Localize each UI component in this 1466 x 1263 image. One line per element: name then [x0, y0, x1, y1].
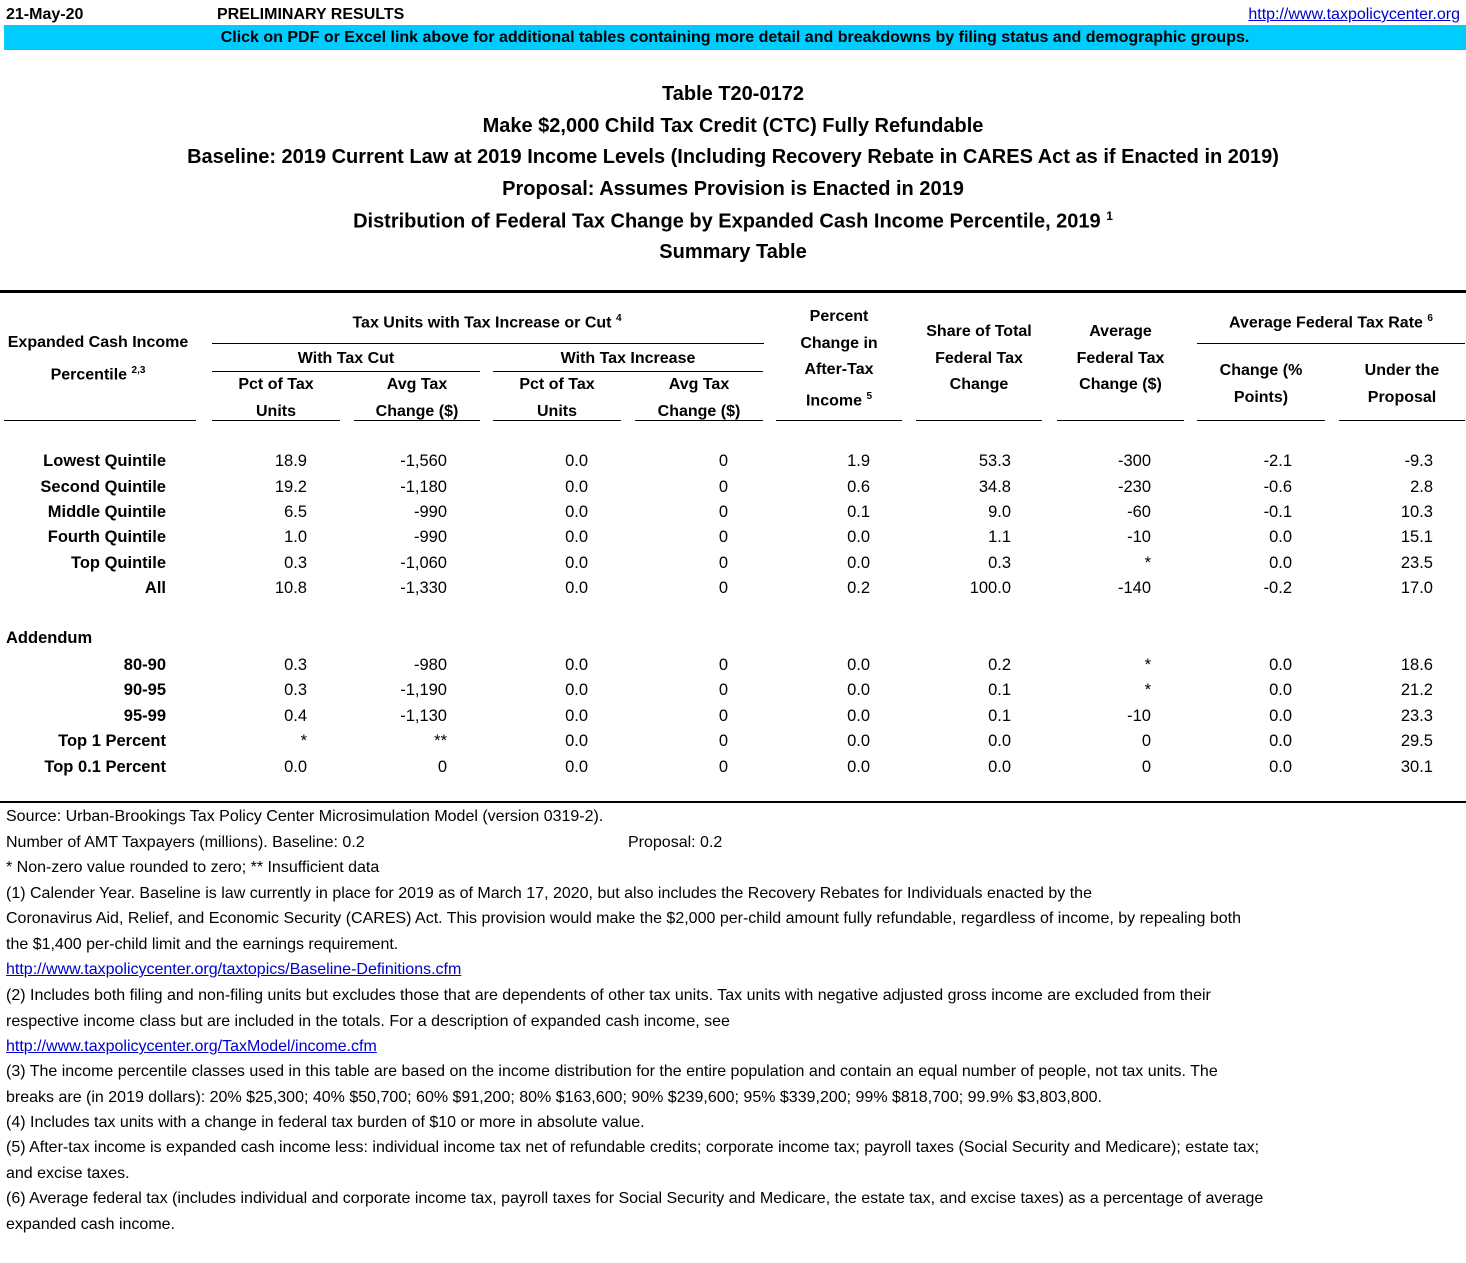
row-label: 95-99	[123, 707, 166, 725]
hdr-rule-c5	[776, 420, 902, 421]
table-cell: 18.6	[1400, 656, 1433, 674]
note-1c: the $1,400 per-child limit and the earnings requirement.	[6, 936, 399, 953]
table-cell: -1,560	[400, 452, 447, 470]
table-cell: 1.0	[284, 528, 307, 546]
table-cell: 0.1	[988, 707, 1011, 725]
table-cell: 0.0	[1269, 528, 1292, 546]
table-cell: 0.0	[847, 758, 870, 776]
table-cell: 0.0	[565, 452, 588, 470]
table-cell: 21.2	[1400, 681, 1433, 699]
hdr-share-2: Federal Tax	[935, 350, 1023, 367]
table-row	[0, 758, 1466, 780]
row-label: Lowest Quintile	[43, 452, 166, 470]
summary-title: Summary Table	[659, 241, 807, 263]
hdr-inc-group: With Tax Increase	[560, 350, 696, 367]
note-4: (4) Includes tax units with a change in federal tax burden of $10 or more in absolute value.	[6, 1114, 645, 1131]
table-cell: 1.1	[988, 528, 1011, 546]
hdr-cut-pct-1: Pct of Tax	[238, 376, 314, 393]
table-id: Table T20-0172	[662, 83, 804, 105]
hdr-rule-c9	[1339, 420, 1465, 421]
row-label: 80-90	[123, 656, 166, 674]
table-cell: 0.1	[847, 503, 870, 521]
table-row	[0, 732, 1466, 754]
table-cell: 23.5	[1400, 554, 1433, 572]
table-cell: 0	[718, 681, 728, 699]
note-1a: (1) Calender Year. Baseline is law currently in place for 2019 as of March 17, 2020, but also includes the Recovery Rebates for Individuals enacted by the	[6, 885, 1092, 902]
table-cell: 0.0	[565, 503, 588, 521]
hdr-units-rule	[212, 343, 764, 344]
table-cell: -2.1	[1263, 452, 1292, 470]
table-cell: -1,190	[400, 681, 447, 699]
hdr-inc-avg-1: Avg Tax	[668, 376, 730, 393]
table-cell: 6.5	[284, 503, 307, 521]
table-cell: -300	[1117, 452, 1151, 470]
table-cell: 0	[718, 554, 728, 572]
table-cell: -230	[1117, 478, 1151, 496]
table-cell: 0.0	[988, 732, 1011, 750]
table-row	[0, 656, 1466, 678]
hdr-units-text: Tax Units with Tax Increase or Cut	[352, 314, 612, 332]
note-1b: Coronavirus Aid, Relief, and Economic Security (CARES) Act. This provision would make the $2,000 per-child amount fully refundable, regardless of income, by repealing both	[6, 910, 1241, 927]
table-cell: -0.6	[1263, 478, 1292, 496]
note-6b: expanded cash income.	[6, 1216, 175, 1233]
table-cell: 0	[718, 656, 728, 674]
status-label: PRELIMINARY RESULTS	[217, 6, 405, 23]
note-5a: (5) After-tax income is expanded cash income less: individual income tax net of refundable credits; corporate income tax; payroll taxes (Social Security and Medicare); estate tax;	[6, 1139, 1260, 1156]
table-cell: 23.3	[1400, 707, 1433, 725]
table-cell: 0.2	[988, 656, 1011, 674]
table-cell: -990	[413, 503, 447, 521]
table-title: Make $2,000 Child Tax Credit (CTC) Fully Refundable	[482, 115, 984, 137]
table-cell: 29.5	[1400, 732, 1433, 750]
hdr-avgfed-2: Federal Tax	[1076, 350, 1165, 367]
table-row	[0, 554, 1466, 576]
note-source: Source: Urban-Brookings Tax Policy Center Microsimulation Model (version 0319-2).	[6, 808, 604, 825]
table-cell: 30.1	[1400, 758, 1433, 776]
hdr-rule-c8	[1197, 420, 1325, 421]
income-definition-link[interactable]: http://www.taxpolicycenter.org/TaxModel/income.cfm	[6, 1038, 377, 1055]
hdr-rate-sup: 6	[1427, 313, 1433, 324]
table-cell: -980	[413, 656, 447, 674]
note-amt-proposal: Proposal: 0.2	[628, 834, 723, 851]
table-cell: 34.8	[978, 478, 1011, 496]
table-cell: *	[1144, 656, 1151, 674]
table-cell: 10.3	[1400, 503, 1433, 521]
table-cell: 0.0	[1269, 554, 1292, 572]
note-amt: Number of AMT Taxpayers (millions). Baseline: 0.2	[6, 834, 365, 851]
table-cell: 0.0	[1269, 732, 1292, 750]
table-cell: 0.3	[284, 656, 307, 674]
table-cell: 0.0	[847, 656, 870, 674]
table-cell: 0.0	[988, 758, 1011, 776]
row-label: Top Quintile	[70, 554, 166, 572]
table-cell: *	[300, 732, 307, 750]
table-row	[0, 452, 1466, 474]
note-2b: respective income class but are included in the totals. For a description of expanded cash income, see	[6, 1013, 730, 1030]
table-cell: -1,330	[400, 579, 447, 597]
table-cell: 0.0	[565, 478, 588, 496]
table-cell: 0.0	[565, 528, 588, 546]
table-cell: 0.3	[284, 554, 307, 572]
table-cell: 0.0	[1269, 758, 1292, 776]
table-cell: 0.0	[847, 732, 870, 750]
hdr-rule-c1	[212, 420, 340, 421]
table-cell: 0.0	[565, 554, 588, 572]
hdr-rate-change-2: Points)	[1233, 389, 1289, 406]
table-cell: 0.0	[1269, 681, 1292, 699]
distribution-title-sup: 1	[1106, 209, 1113, 223]
info-banner	[4, 25, 1466, 50]
note-3b: breaks are (in 2019 dollars): 20% $25,300; 40% $50,700; 60% $91,200; 80% $163,600; 90% $239,600; 95% $339,200; 99% $818,700; 99.9% $3,803,800.	[6, 1089, 1102, 1106]
hdr-cut-pct-2: Units	[256, 403, 296, 420]
table-cell: 0.0	[565, 758, 588, 776]
table-cell: 2.8	[1410, 478, 1433, 496]
hdr-cut-rule	[212, 371, 480, 372]
hdr-units-group	[210, 313, 764, 332]
hdr-rate-under-2: Proposal	[1367, 389, 1437, 406]
hdr-rate-under-1: Under the	[1364, 362, 1440, 379]
table-cell: 0.0	[847, 528, 870, 546]
table-cell: 0	[718, 503, 728, 521]
table-cell: 0.0	[847, 554, 870, 572]
table-cell: -1,180	[400, 478, 447, 496]
table-cell: 0.6	[847, 478, 870, 496]
table-cell: 19.2	[274, 478, 307, 496]
row-label: Middle Quintile	[47, 503, 166, 521]
hdr-avgfed-1: Average	[1089, 323, 1152, 340]
note-5b: and excise taxes.	[6, 1165, 130, 1182]
row-label: 90-95	[123, 681, 166, 699]
row-label: Second Quintile	[40, 478, 166, 496]
table-cell: -140	[1117, 579, 1151, 597]
row-label: Fourth Quintile	[47, 528, 166, 546]
table-cell: 0.4	[284, 707, 307, 725]
table-cell: -0.1	[1263, 503, 1292, 521]
table-cell: 0.0	[565, 579, 588, 597]
table-cell: -1,130	[400, 707, 447, 725]
hdr-avgfed-3: Change ($)	[1079, 376, 1162, 393]
table-cell: 53.3	[978, 452, 1011, 470]
table-cell: *	[1144, 554, 1151, 572]
table-row	[0, 503, 1466, 525]
table-cell: -990	[413, 528, 447, 546]
table-row	[0, 478, 1466, 500]
note-legend: * Non-zero value rounded to zero; ** Insufficient data	[6, 859, 380, 876]
table-cell: -1,060	[400, 554, 447, 572]
table-cell: 0	[718, 528, 728, 546]
table-cell: 0.0	[847, 681, 870, 699]
header-top-rule	[0, 290, 1466, 293]
table-cell: 0.0	[847, 707, 870, 725]
hdr-rate-group	[1197, 313, 1465, 332]
hdr-share-1: Share of Total	[926, 323, 1032, 340]
hdr-cut-avg-2: Change ($)	[375, 403, 459, 420]
table-cell: 0.0	[284, 758, 307, 776]
hdr-income-1: Expanded Cash Income	[7, 334, 189, 351]
hdr-income-2-text: Percentile	[50, 366, 128, 384]
hdr-cut-group: With Tax Cut	[297, 350, 395, 367]
table-cell: -60	[1127, 503, 1151, 521]
table-cell: 0.3	[284, 681, 307, 699]
hdr-rate-text: Average Federal Tax Rate	[1229, 314, 1423, 332]
hdr-pctchg-4-text: Income	[805, 392, 862, 410]
table-cell: -10	[1127, 707, 1151, 725]
row-label: Top 0.1 Percent	[44, 758, 166, 776]
table-cell: 0.0	[1269, 707, 1292, 725]
report-date: 21-May-20	[6, 6, 84, 23]
baseline-title: Baseline: 2019 Current Law at 2019 Income Levels (Including Recovery Rebate in CARES Act as if Enacted in 2019)	[187, 146, 1279, 168]
hdr-rule-c6	[916, 420, 1042, 421]
hdr-inc-pct-1: Pct of Tax	[519, 376, 595, 393]
table-cell: -9.3	[1404, 452, 1433, 470]
table-cell: *	[1144, 681, 1151, 699]
table-cell: 0.0	[565, 732, 588, 750]
banner-text: Click on PDF or Excel link above for additional tables containing more detail and breakdowns by filing status and demographic groups.	[220, 29, 1250, 46]
proposal-title: Proposal: Assumes Provision is Enacted in 2019	[502, 178, 964, 200]
table-cell: 100.0	[969, 579, 1011, 597]
hdr-rule-c7	[1057, 420, 1184, 421]
note-6a: (6) Average federal tax (includes individual and corporate income tax, payroll taxes for Social Security and Medicare, the estate tax, and excise taxes) as a percentage of average	[6, 1190, 1264, 1207]
table-row	[0, 528, 1466, 550]
table-cell: 18.9	[274, 452, 307, 470]
table-cell: 9.0	[988, 503, 1011, 521]
table-row	[0, 707, 1466, 729]
hdr-rate-rule	[1197, 343, 1465, 344]
hdr-pctchg-4	[776, 391, 902, 410]
table-cell: 0	[437, 758, 447, 776]
hdr-pctchg-2: Change in	[800, 335, 878, 352]
note-3a: (3) The income percentile classes used in this table are based on the income distribution for the entire population and contain an equal number of people, not tax units. The	[6, 1063, 1218, 1080]
hdr-inc-rule	[493, 371, 763, 372]
table-cell: -0.2	[1263, 579, 1292, 597]
hdr-cut-avg-1: Avg Tax	[386, 376, 448, 393]
hdr-units-sup: 4	[615, 313, 622, 324]
table-cell: 1.9	[847, 452, 870, 470]
distribution-title	[0, 209, 1466, 234]
note-2a: (2) Includes both filing and non-filing units but excludes those that are dependents of other tax units. Tax units with negative adjusted gross income are excluded from their	[6, 987, 1211, 1004]
table-cell: **	[434, 732, 447, 750]
table-cell: -10	[1127, 528, 1151, 546]
table-cell: 0.0	[565, 656, 588, 674]
table-cell: 0	[718, 478, 728, 496]
hdr-rate-change-1: Change (%	[1219, 362, 1303, 379]
table-cell: 0	[718, 732, 728, 750]
row-label: All	[144, 579, 166, 597]
table-cell: 10.8	[274, 579, 307, 597]
hdr-pctchg-sup: 5	[866, 391, 873, 402]
table-cell: 0.1	[988, 681, 1011, 699]
table-bottom-rule	[0, 801, 1466, 803]
table-cell: 0	[718, 707, 728, 725]
hdr-pctchg-3: After-Tax	[804, 361, 874, 378]
table-cell: 15.1	[1400, 528, 1433, 546]
table-cell: 0.3	[988, 554, 1011, 572]
table-row	[0, 681, 1466, 703]
table-cell: 0	[718, 452, 728, 470]
hdr-income-rule	[4, 420, 196, 421]
hdr-inc-avg-2: Change ($)	[657, 403, 741, 420]
hdr-rule-c4	[635, 420, 763, 421]
addendum-label: Addendum	[6, 629, 93, 647]
hdr-rule-c2	[354, 420, 480, 421]
table-cell: 17.0	[1400, 579, 1433, 597]
table-cell: 0.0	[565, 707, 588, 725]
hdr-rule-c3	[493, 420, 621, 421]
tpc-home-link[interactable]: http://www.taxpolicycenter.org	[1248, 6, 1460, 23]
row-label: Top 1 Percent	[58, 732, 166, 750]
table-cell: 0.0	[1269, 656, 1292, 674]
hdr-share-3: Change	[949, 376, 1009, 393]
table-cell: 0.2	[847, 579, 870, 597]
hdr-income-sup: 2,3	[131, 365, 146, 376]
distribution-title-text: Distribution of Federal Tax Change by Expanded Cash Income Percentile, 2019	[353, 210, 1101, 233]
table-cell: 0	[718, 758, 728, 776]
hdr-income-2	[0, 365, 196, 384]
table-cell: 0.0	[565, 681, 588, 699]
table-row	[0, 579, 1466, 601]
hdr-pctchg-1: Percent	[809, 308, 869, 325]
table-cell: 0	[1141, 758, 1151, 776]
table-cell: 0	[1141, 732, 1151, 750]
hdr-inc-pct-2: Units	[537, 403, 577, 420]
table-cell: 0	[718, 579, 728, 597]
baseline-definitions-link[interactable]: http://www.taxpolicycenter.org/taxtopics/Baseline-Definitions.cfm	[6, 961, 462, 978]
